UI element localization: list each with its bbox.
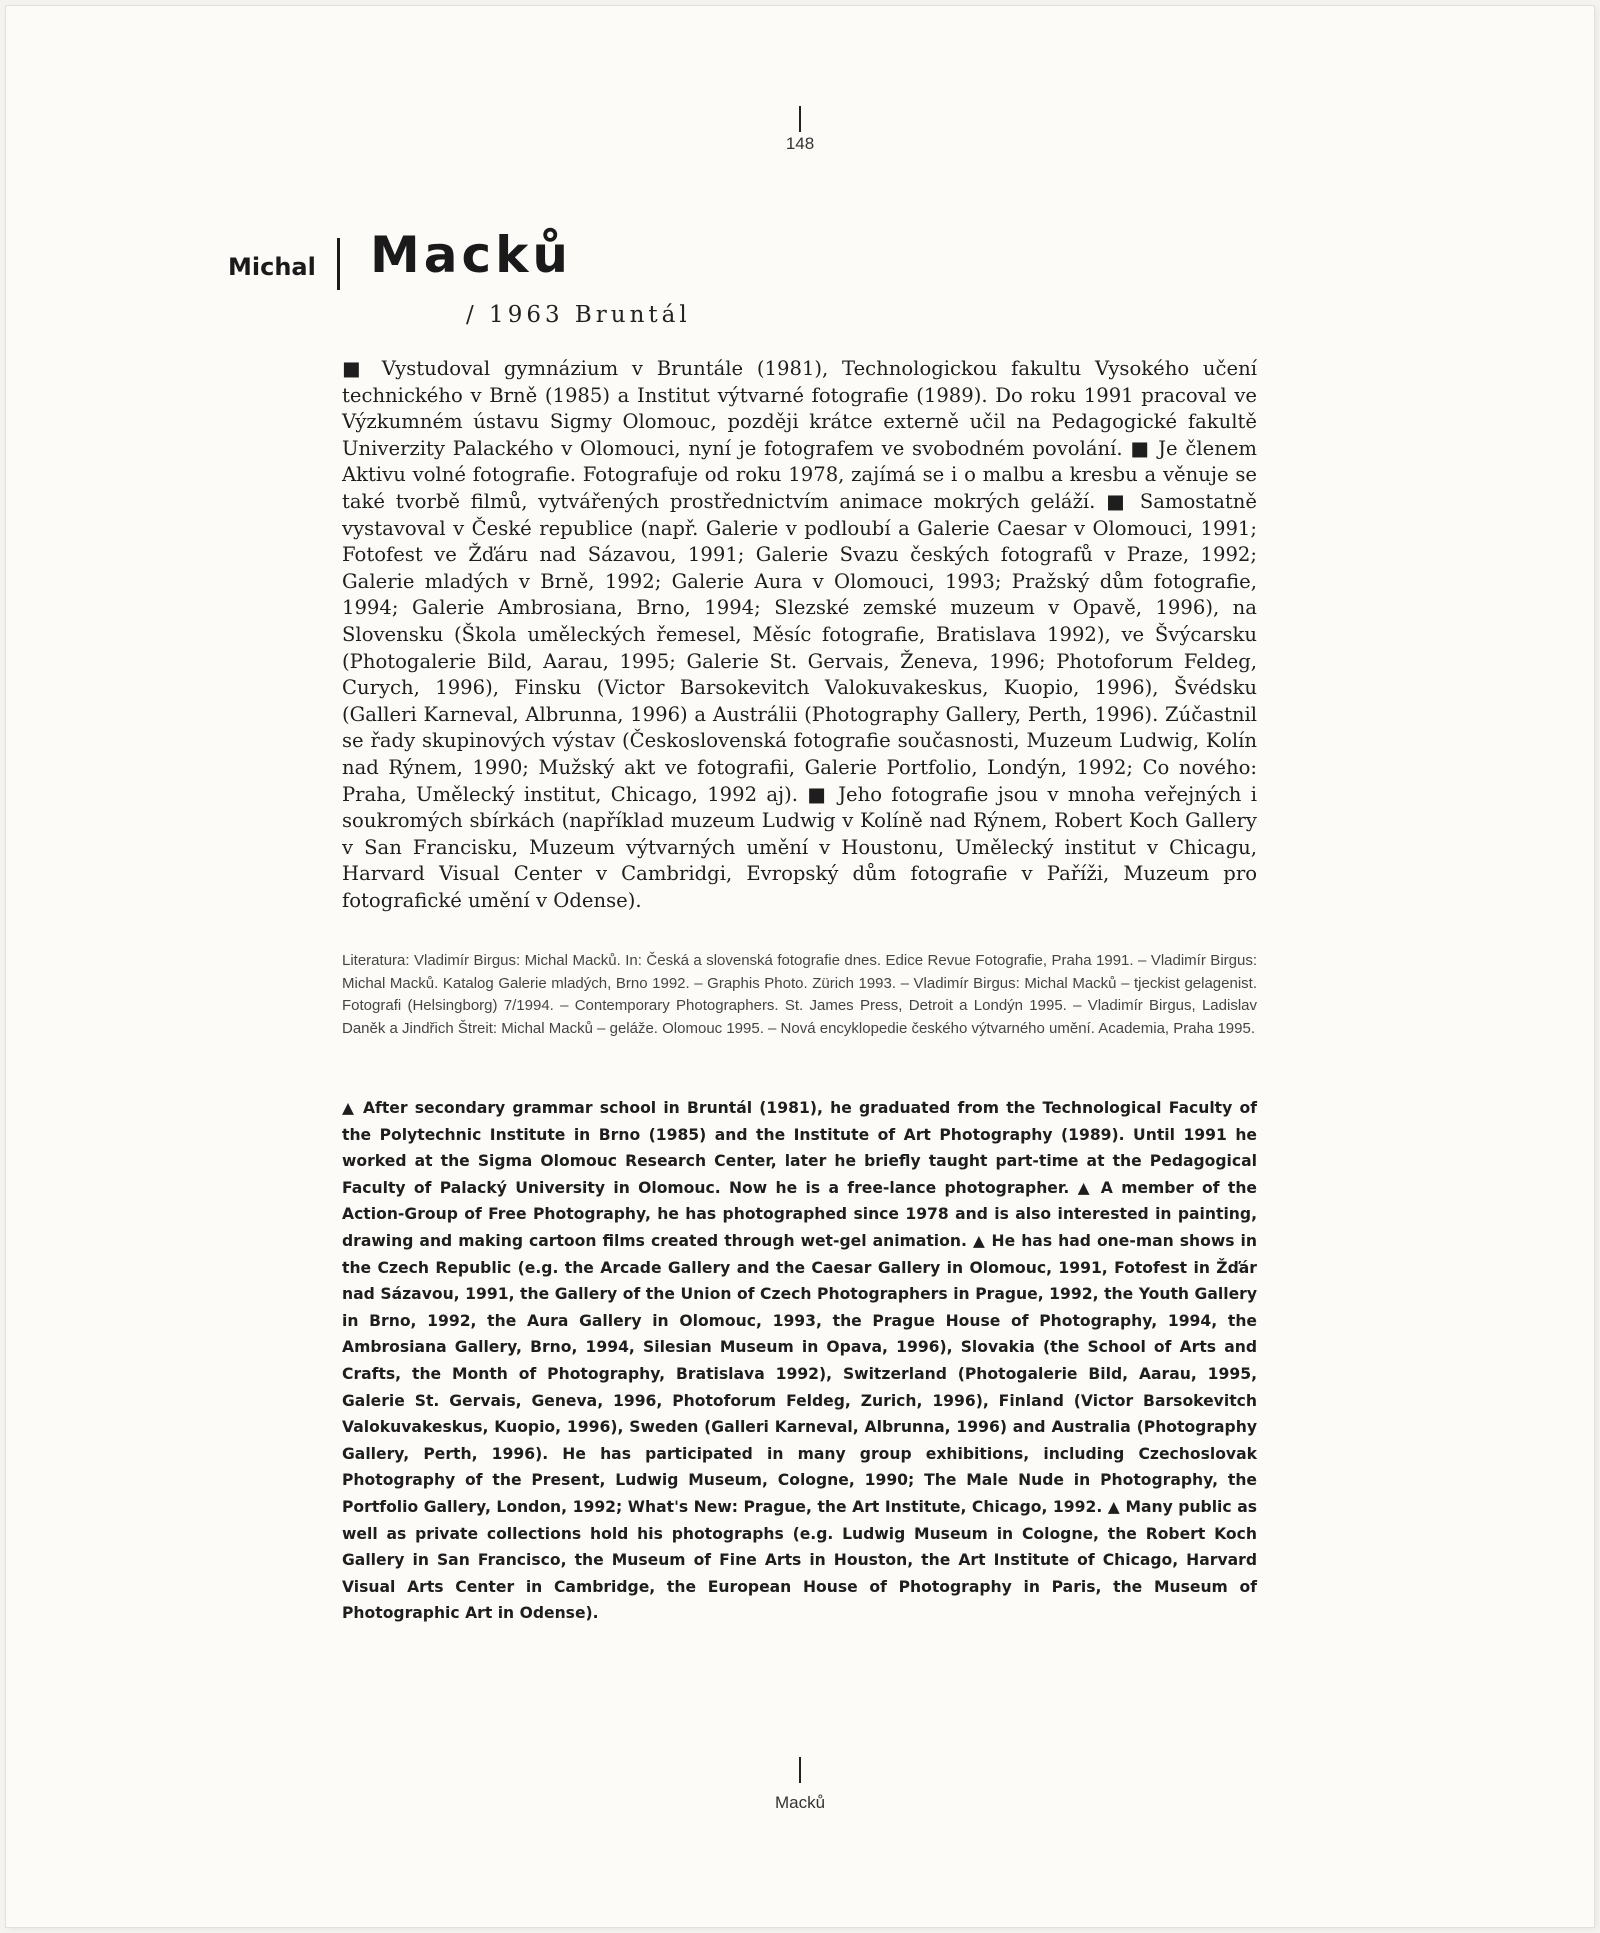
artist-birth-info: / 1963 Bruntál	[466, 302, 691, 328]
running-footer-name: Macků	[774, 1793, 826, 1812]
page-number-rule	[799, 106, 801, 132]
footer-rule	[799, 1757, 801, 1783]
literature-references: Literatura: Vladimír Birgus: Michal Macků. In: Česká a slovenská fotografie dnes. Edice Revue Fotografie, Praha 1991. – Vladimír Birgus: Michal Macků. Katalog Galerie mladých, Brno 1992. – Graphis Photo. Zürich 1993. – Vladimír Birgus: Michal Macků – tjeckist gelagenist. Fotografi (Helsingborg) 7/1994. – Contemporary Photographers. St. James Press, Detroit a Londýn 1995. – Vladimír Birgus, Ladislav Daněk a Jindřich Štreit: Michal Macků – geláže. Olomouc 1995. – Nová encyklopedie českého výtvarného umění. Academia, Praha 1995.	[342, 952, 1257, 1037]
artist-first-name: Michal	[228, 253, 316, 281]
name-divider	[337, 238, 340, 290]
czech-biography: ■ Vystudoval gymnázium v Bruntále (1981), Technologickou fakultu Vysokého učení technického v Brně (1985) a Institut výtvarné fotografie (1989). Do roku 1991 pracoval ve Výzkumném ústavu Sigmy Olomouc, později krátce externě učil na Pedagogické fakultě Univerzity Palackého v Olomouci, nyní je fotografem ve svobodném povolání. ■ Je členem Aktivu volné fotografie. Fotografuje od roku 1978, zajímá se i o malbu a kresbu a věnuje se také tvorbě filmů, vytvářených prostřednictvím animace mokrých geláží. ■ Samostatně vystavoval v České republice (např. Galerie v podloubí a Galerie Caesar v Olomouci, 1991; Fotofest ve Žďáru nad Sázavou, 1991; Galerie Svazu českých fotografů v Praze, 1992; Galerie mladých v Brně, 1992; Galerie Aura v Olomouci, 1993; Pražský dům fotografie, 1994; Galerie Ambrosiana, Brno, 1994; Slezské zemské muzeum v Opavě, 1996), na Slovensku (Škola uměleckých řemesel, Měsíc fotografie, Bratislava 1992), ve Švýcarsku (Photogalerie Bild, Aarau, 1995; Galerie St. Gervais, Ženeva, 1996; Photoforum Feldeg, Curych, 1996), Finsku (Victor Barsokevitch Valokuvakeskus, Kuopio, 1996), Švédsku (Galleri Karneval, Albrunna, 1996) a Austrálii (Photography Gallery, Perth, 1996). Zúčastnil se řady skupinových výstav (Československá fotografie současnosti, Muzeum Ludwig, Kolín nad Rýnem, 1990; Mužský akt ve fotografii, Galerie Portfolio, Londýn, 1992; Co nového: Praha, Umělecký institut, Chicago, 1992 aj). ■ Jeho fotografie jsou v mnoha veřejných i soukromých sbírkách (například muzeum Ludwig v Kolíně nad Rýnem, Robert Koch Gallery v San Francisku, Muzeum výtvarných umění v Houstonu, Umělecký institut v Chicagu, Harvard Visual Center v Cambridgi, Evropský dům fotografie v Paříži, Muzeum pro fotografické umění v Odense).	[342, 357, 1257, 912]
page-number: 148	[785, 134, 815, 153]
artist-last-name: Macků	[370, 226, 572, 284]
english-biography: ▲ After secondary grammar school in Bruntál (1981), he graduated from the Technological Faculty of the Polytechnic Institute in Brno (1985) and the Institute of Art Photography (1989). Until 1991 he worked at the Sigma Olomouc Research Center, later he briefly taught part-time at the Pedagogical Faculty of Palacký University in Olomouc. Now he is a free-lance photographer. ▲ A member of the Action-Group of Free Photography, he has photographed since 1978 and is also interested in painting, drawing and making cartoon films created through wet-gel animation. ▲ He has had one-man shows in the Czech Republic (e.g. the Arcade Gallery and the Caesar Gallery in Olomouc, 1991, Fotofest in Žďár nad Sázavou, 1991, the Gallery of the Union of Czech Photographers in Prague, 1992, the Youth Gallery in Brno, 1992, the Aura Gallery in Olomouc, 1993, the Prague House of Photography, 1994, the Ambrosiana Gallery, Brno, 1994, Silesian Museum in Opava, 1996), Slovakia (the School of Arts and Crafts, the Month of Photography, Bratislava 1992), Switzerland (Photogalerie Bild, Aarau, 1995, Galerie St. Gervais, Geneva, 1996, Photoforum Feldeg, Zurich, 1996), Finland (Victor Barsokevitch Valokuvakeskus, Kuopio, 1996), Sweden (Galleri Karneval, Albrunna, 1996) and Australia (Photography Gallery, Perth, 1996). He has participated in many group exhibitions, including Czechoslovak Photography of the Present, Ludwig Museum, Cologne, 1990; The Male Nude in Photography, the Portfolio Gallery, London, 1992; What's New: Prague, the Art Institute, Chicago, 1992. ▲ Many public as well as private collections hold his photographs (e.g. Ludwig Museum in Cologne, the Robert Koch Gallery in San Francisco, the Museum of Fine Arts in Houston, the Art Institute of Chicago, Harvard Visual Arts Center in Cambridge, the European House of Photography in Paris, the Museum of Photographic Art in Odense).	[342, 1099, 1257, 1623]
